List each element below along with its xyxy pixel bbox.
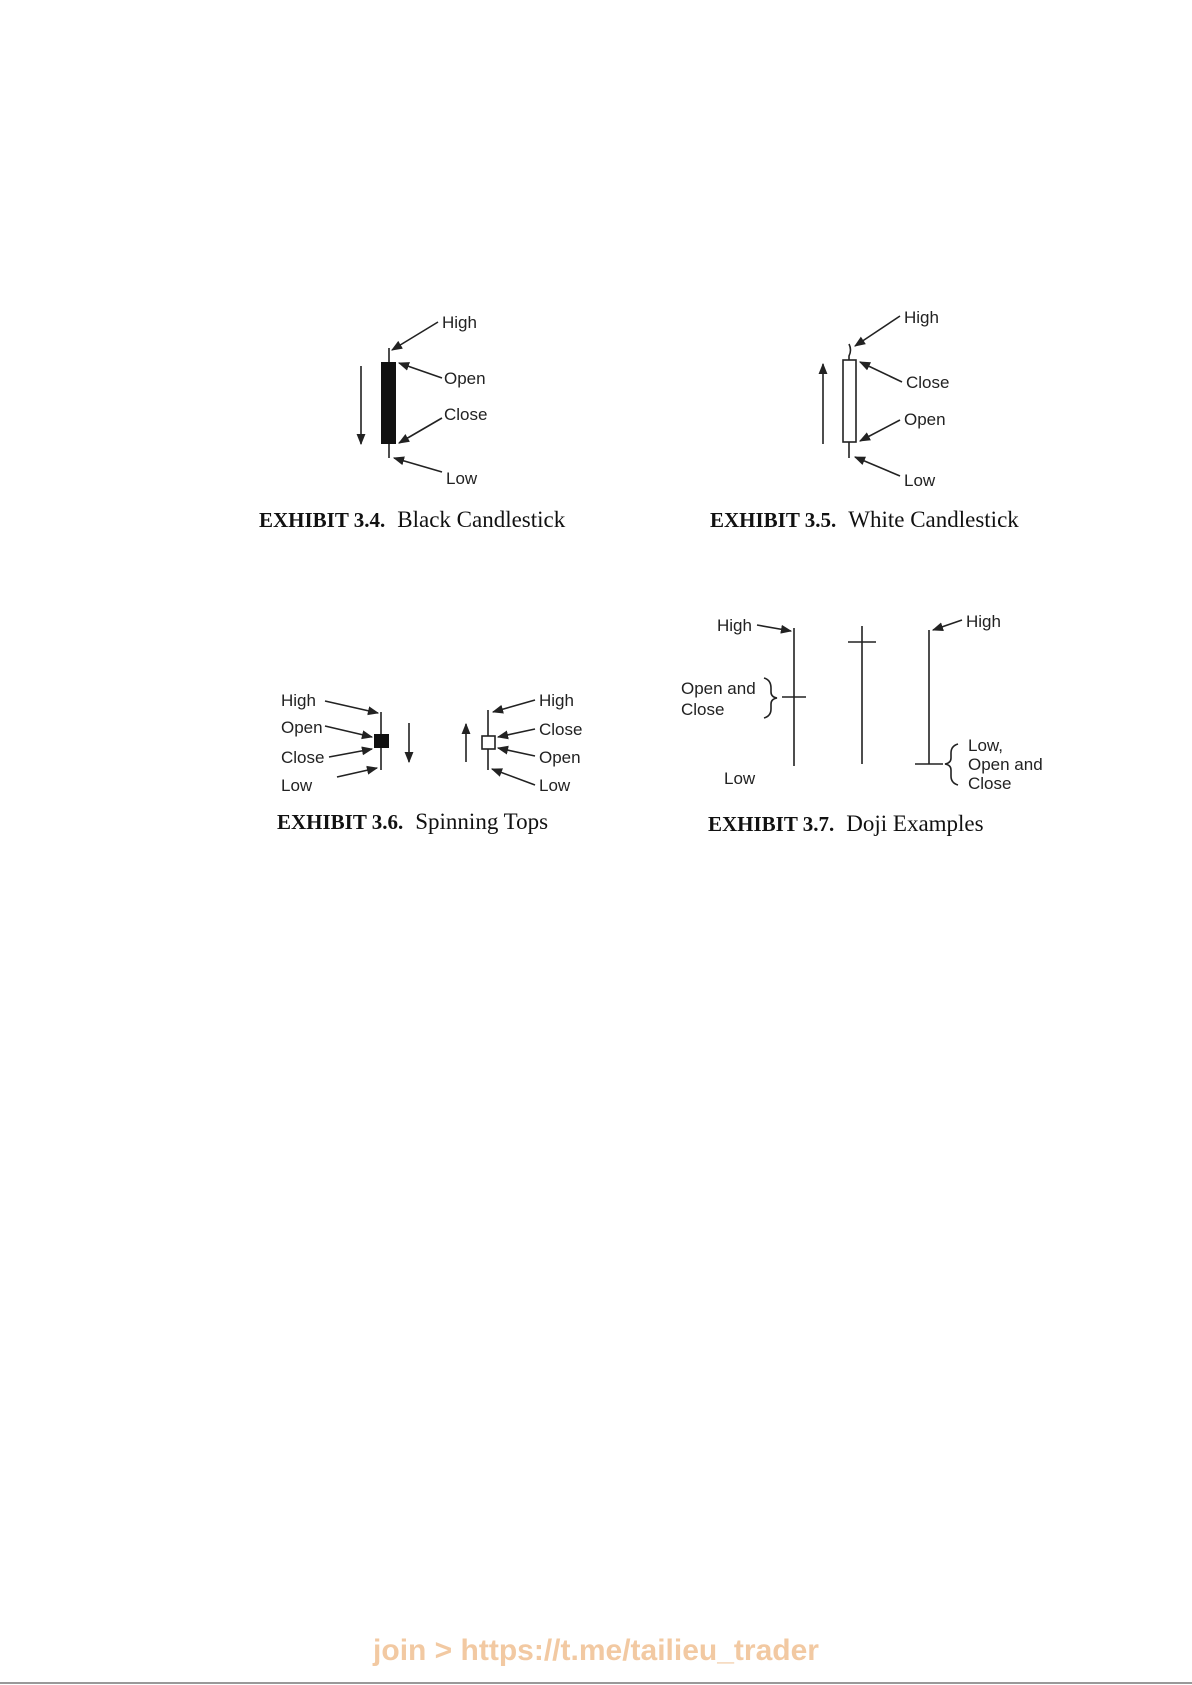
white-top-body: [482, 736, 495, 749]
caption-exhibit-3-6: EXHIBIT 3.6. Spinning Tops: [277, 809, 549, 834]
open-close-brace: [764, 678, 777, 718]
label-close: Close: [444, 405, 488, 424]
label-low: Low: [281, 776, 313, 795]
label-close-right: Close: [539, 720, 583, 739]
low-pointer-right: [492, 769, 535, 785]
close-pointer: [329, 749, 372, 757]
label-low-right: Low: [539, 776, 571, 795]
exhibit-black-candlestick: [259, 313, 566, 532]
high-pointer: [325, 701, 378, 713]
label-close: Close: [906, 373, 950, 392]
label-low: Low: [724, 769, 756, 788]
open-pointer-right: [498, 748, 535, 756]
close-pointer-right: [498, 729, 535, 737]
open-pointer: [860, 420, 900, 441]
low-pointer: [394, 458, 442, 472]
caption-exhibit-3-5: EXHIBIT 3.5. White Candlestick: [710, 507, 1019, 532]
label-high: High: [281, 691, 316, 710]
caption-exhibit-3-4: EXHIBIT 3.4. Black Candlestick: [259, 507, 566, 532]
label-open: Open: [444, 369, 486, 388]
close-pointer: [399, 418, 442, 443]
white-candle-upper-wick: [849, 344, 851, 360]
label-open: Open: [904, 410, 946, 429]
white-candle-body: [843, 360, 856, 442]
label-open-and: Open and: [681, 679, 756, 698]
open-pointer: [325, 726, 372, 737]
label-high-right: High: [539, 691, 574, 710]
label-open: Open: [281, 718, 323, 737]
close-pointer: [860, 362, 902, 382]
black-top-body: [374, 734, 389, 748]
watermark-link[interactable]: join > https://t.me/tailieu_trader: [373, 1634, 819, 1667]
low-pointer: [855, 457, 900, 476]
high-pointer: [392, 322, 438, 350]
open-pointer: [399, 363, 442, 378]
high-pointer-right: [493, 700, 535, 712]
high-pointer: [757, 625, 791, 631]
high-pointer-3: [933, 620, 962, 630]
exhibit-spinning-tops: [277, 691, 582, 834]
caption-exhibit-3-7: EXHIBIT 3.7. Doji Examples: [708, 811, 984, 836]
exhibit-white-candlestick: [710, 308, 1019, 532]
label-open-and-3: Open and: [968, 755, 1043, 774]
label-high: High: [717, 616, 752, 635]
exhibit-doji-examples: [681, 612, 1043, 836]
low-pointer: [337, 768, 377, 777]
label-high: High: [904, 308, 939, 327]
label-open-right: Open: [539, 748, 581, 767]
label-close: Close: [281, 748, 325, 767]
label-low: Low: [904, 471, 936, 490]
high-pointer: [855, 316, 900, 346]
label-close: Close: [681, 700, 725, 719]
low-brace: [945, 744, 958, 785]
label-high-3: High: [966, 612, 1001, 631]
label-low: Low: [446, 469, 478, 488]
label-low-comma: Low,: [968, 736, 1003, 755]
label-high: High: [442, 313, 477, 332]
black-candle-body: [381, 362, 396, 444]
label-close-3: Close: [968, 774, 1012, 793]
